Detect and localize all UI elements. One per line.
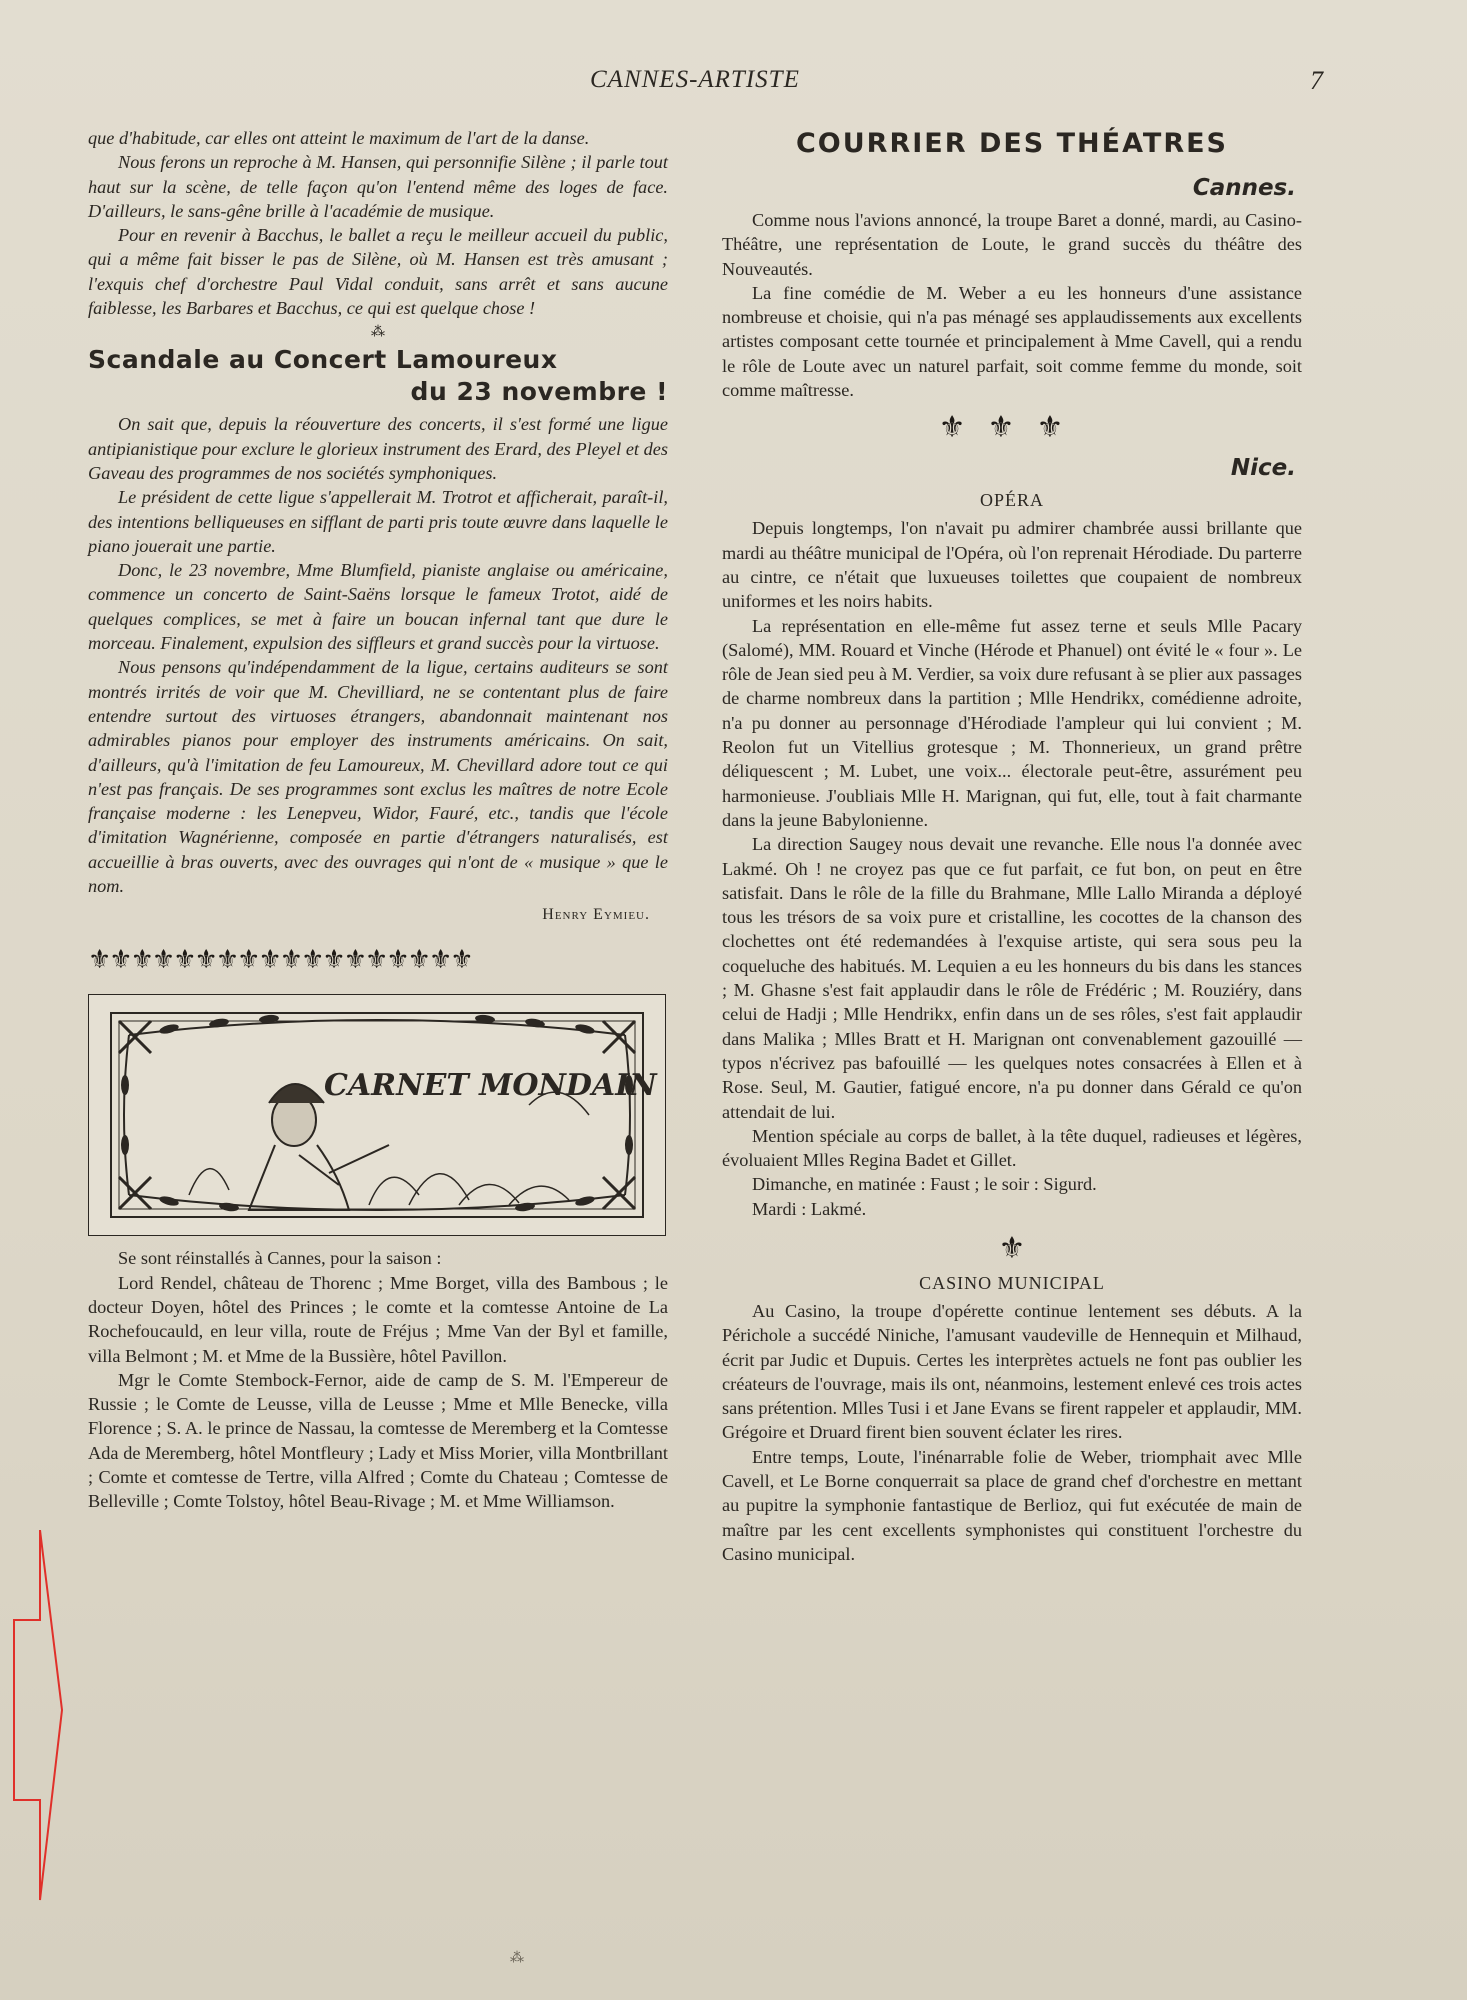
paragraph: Nous pensons qu'indépendamment de la ligue, certains auditeurs se sont montrés irrités de voir que M. Chevilliard, ne se contentant plus de faire entendre surtout des virtuoses étrangers, abandonnait maintenant nos admirables pianos pour employer des instruments américains. On sait, d'ailleurs, qu'à l'imitation de feu Lamoureux, M. Chevillard adore tout ce qui n'est pas français. De ses programmes sont exclus les maîtres de notre Ecole française moderne : les Lenepveu, Widor, Fauré, etc., tandis que l'école d'imitation Wagnérienne, composée en partie d'étrangers naturalisés, est accueillie à bras ouverts, avec des ouvrages qui n'ont de « musique » que le nom. (88, 657, 668, 897)
vignette-illustration (89, 995, 665, 1235)
paragraph: que d'habitude, car elles ont atteint le maximum de l'art de la danse. (88, 128, 590, 148)
paragraph: Le président de cette ligue s'appellerait M. Trotrot et afficherait, paraît-il, des intentions belliqueuses en sifflant de parti pris toute œuvre dans laquelle le piano jouerait une partie. (88, 487, 668, 556)
paragraph: Entre temps, Loute, l'inénarrable folie de Weber, triomphait avec Mlle Cavell, et Le Borne conquerrait sa place de grand chef d'orchestre en mettant au pupitre la symphonie fantastique de Berlioz, qui fut exécutée de main de maître par les cent excellents symphonistes qui constituent l'orchestre du Casino municipal. (722, 1446, 1302, 1564)
section-title: COURRIER DES THÉATRES (795, 128, 1228, 159)
paragraph: La direction Saugey nous devait une revanche. Elle nous l'a donnée avec Lakmé. Oh ! ne croyez pas que ce fut parfait, ce fut bon, on peut en être satisfait. Dans le rôle de la fille du Brahmane, Mlle Lallo Miranda a déployé tous les trésors de sa voix pure et cristalline, les cocottes de la chanson des clochettes ont été redemandées à l'exquise artiste, qui sera sous peu la coqueluche des habitués. M. Lequien a eu les honneurs du bis dans les stances ; M. Ghasne s'est fait applaudir dans le rôle de Frédéric ; M. Rouziéry, dans celui de Hadji ; Mlle Hendrikx, enfin dans un de ses rôles, s'est fait applaudir dans Malika ; Mlles Bratt et H. Marignan ont convenablement gazouillé — typos n'écrivez pas bafouillé — les quelques notes consacrées à Ellen et à Rose. Seul, M. Gautier, fatigué encore, n'a pu donner dans Gérald ce qu'on attendait de lui. (722, 834, 1302, 1122)
paragraph: Se sont réinstallés à Cannes, pour la saison : (118, 1248, 442, 1269)
paragraph: Mgr le Comte Stembock-Fernor, aide de camp de S. M. l'Empereur de Russie ; le Comte de Leusse, villa de Leusse ; Mme et Mlle Benecke, villa Florence ; S. A. le prince de Nassau, la comtesse de Meremberg et la Comtesse Ada de Meremberg, hôtel Montfleury ; Lady et Miss Morier, villa Montbrillant ; Comte et comtesse de Tertre, villa Alfred ; Comte du Chateau ; Comtesse de Belleville ; Comte Tolstoy, hôtel Beau-Rivage ; M. et Mme Williamson. (88, 1369, 668, 1512)
city-heading-nice: Nice. (1230, 455, 1296, 482)
right-column (722, 126, 1302, 1566)
paragraph: La représentation en elle-même fut assez terne et seuls Mlle Pacary (Salomé), MM. Rouard et Vinche (Hérode et Phanuel) ont évité le « four ». Le rôle de Jean sied peu à M. Verdier, sa voix dure refusant à se plier aux passages de charme nombreux dans la partition ; Mlle Hendrikx, comédienne adroite, n'a pu donner au personnage d'Hérodiade l'ampleur qui lui convient ; M. Reolon fut un Vitellius grotesque ; M. Thonnerieux, un grand prêtre déliquescent ; M. Lubet, une voix... électorale peut-être, assurément peu harmonieuse. J'oubliais Mlle H. Marignan, qui fut, elle, tout à fait charmante dans la jeune Babylonienne. (722, 615, 1302, 830)
carnet-mondain-vignette (88, 994, 666, 1236)
ornament-border: ⚜⚜⚜⚜⚜⚜⚜⚜⚜⚜⚜⚜⚜⚜⚜⚜⚜⚜ (88, 945, 472, 975)
journal-title: CANNES-ARTISTE (590, 66, 800, 93)
paragraph: Mardi : Lakmé. (752, 1198, 867, 1219)
fleur-de-lis-icon: ⚜ (998, 1231, 1026, 1265)
paragraph: Depuis longtemps, l'on n'avait pu admirer chambrée aussi brillante que mardi au théâtre municipal de l'Opéra, où l'on reprenait Hérodiade. Du parterre au cintre, ce n'était que luxueuses toilettes que coupaient de nombreux uniformes et les noirs habits. (722, 518, 1302, 612)
paragraph: Donc, le 23 novembre, Mme Blumfield, pianiste anglaise ou américaine, commence un concerto de Saint-Saëns lorsque le fameux Trotot, aidé de quelques complices, se met à faire un boucan infernal tant que dure le morceau. Finalement, expulsion des siffleurs et grand succès pour la virtuose. (88, 560, 668, 654)
left-column (88, 126, 668, 1514)
paragraph: Pour en revenir à Bacchus, le ballet a reçu le meilleur accueil du public, qui a même fait bisser le pas de Silène, où M. Hansen est très amusant ; l'exquis chef d'orchestre Paul Vidal conduit, sans arrêt et sans aucune faiblesse, les Barbares et Bacchus, ce qui est quelque chose ! (88, 225, 668, 319)
author-signature: Henry Eymieu. (542, 906, 650, 924)
paragraph: La fine comédie de M. Weber a eu les honneurs d'une assistance nombreuse et choisie, qui n'a pas ménagé ses applaudissements aux excellents artistes composant cette tournée et principalement à Mme Cavell, qui a rendu le rôle de Loute avec un naturel parfait, soit comme femme du monde, soit comme maîtresse. (722, 282, 1302, 401)
running-head (90, 62, 1324, 102)
paragraph: Lord Rendel, château de Thorenc ; Mme Borget, villa des Bambous ; le docteur Doyen, hôtel des Princes ; le comte et la comtesse Antoine de La Rochefoucauld, en leur villa, route de Fréjus ; Mme Van der Byl et famille, villa Belmont ; M. et Mme de la Bussière, hôtel Pavillon. (88, 1272, 668, 1366)
subsection-casino: CASINO MUNICIPAL (919, 1272, 1105, 1293)
scandale-headline-line2: du 23 novembre ! (410, 377, 668, 407)
subsection-opera: OPÉRA (979, 490, 1044, 511)
vignette-title: CARNET MONDAIN (324, 1068, 657, 1104)
page-number: 7 (1310, 66, 1324, 95)
asterism: ⁂ (371, 325, 385, 341)
paragraph: On sait que, depuis la réouverture des concerts, il s'est formé une ligue antipianistique pour exclure le glorieux instrument des Erard, des Pleyel et des Gaveau des programmes de nos sociétés symphoniques. (88, 414, 668, 483)
fleur-de-lis-ornament: ⚜⚜⚜ (938, 411, 1086, 445)
page-mark: ⁂ (510, 1951, 524, 1966)
city-heading-cannes: Cannes. (1192, 175, 1296, 201)
paragraph: Mention spéciale au corps de ballet, à la tête duquel, radieuses et légères, évoluaient Mlles Regina Badet et Gillet. (722, 1125, 1302, 1171)
scandale-headline-line1: Scandale au Concert Lamoureux (88, 345, 558, 375)
paragraph: Comme nous l'avions annoncé, la troupe Baret a donné, mardi, au Casino-Théâtre, une représentation de Loute, le grand succès du théâtre des Nouveautés. (722, 210, 1302, 279)
paragraph: Dimanche, en matinée : Faust ; le soir : Sigurd. (752, 1174, 1097, 1195)
red-arrow-annotation (10, 1530, 70, 1910)
paragraph: Au Casino, la troupe d'opérette continue lentement ses débuts. A la Périchole a succédé Niniche, l'amusant vaudeville de Hennequin et Milhaud, écrit par Judic et Dupuis. Certes les interprètes actuels ne font pas oublier les créateurs de l'ouvrage, mais ils ont, néanmoins, lestement enlevé ces trois actes sans prétention. Mlles Tusi i et Jane Evans se firent rappeler et applaudir, MM. Grégoire et Druard firent bien souvent éclater les rires. (722, 1300, 1302, 1443)
paragraph: Nous ferons un reproche à M. Hansen, qui personnifie Silène ; il parle tout haut sur la scène, de telle façon qu'on l'entend même des loges de face. D'ailleurs, le sans-gêne brille à l'académie de musique. (88, 152, 668, 221)
